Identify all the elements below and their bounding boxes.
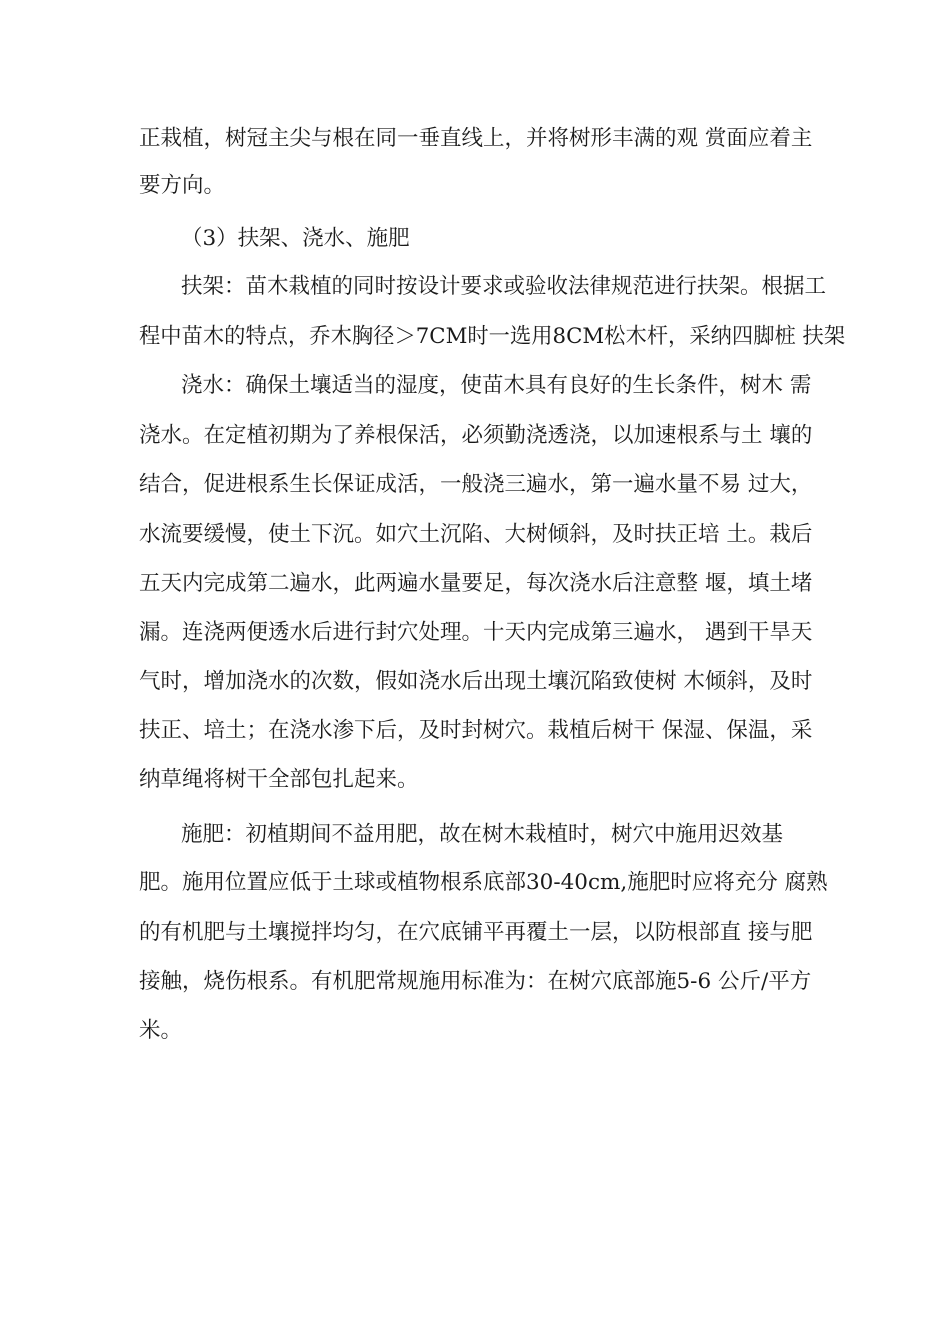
text-line: 结合，促进根系生长保证成活，一般浇三遍水，第一遍水量不易 过大， — [139, 472, 813, 497]
text-line: 纳草绳将树干全部包扎起来。 — [139, 767, 419, 792]
text-line: 五天内完成第二遍水，此两遍水量要足，每次浇水后注意整 堰，填土堵 — [139, 571, 813, 596]
section-heading: （3）扶架、浇水、施肥 — [181, 226, 410, 251]
text-line: 要方向。 — [139, 173, 226, 198]
text-line: 正栽植，树冠主尖与根在同一垂直线上，并将树形丰满的观 赏面应着主 — [139, 126, 813, 151]
text-line: 施肥：初植期间不益用肥，故在树木栽植时，树穴中施用迟效基 — [181, 822, 784, 847]
text-line: 扶正、培土；在浇水渗下后，及时封树穴。栽植后树干 保湿、保温，采 — [139, 718, 813, 743]
text-line: 米。 — [139, 1018, 183, 1043]
text-line: 扶架：苗木栽植的同时按设计要求或验收法律规范进行扶架。根据工 — [181, 274, 827, 299]
text-line: 水流要缓慢，使土下沉。如穴土沉陷、大树倾斜，及时扶正培 土。栽后 — [139, 522, 813, 547]
text-line: 的有机肥与土壤搅拌均匀，在穴底铺平再覆土一层，以防根部直 接与肥 — [139, 920, 813, 945]
text-line: 浇水。在定植初期为了养根保活，必须勤浇透浇，以加速根系与土 壤的 — [139, 423, 813, 448]
text-line: 接触，烧伤根系。有机肥常规施用标准为：在树穴底部施5-6 公斤/平方 — [139, 969, 812, 994]
text-line: 程中苗木的特点，乔木胸径＞7CM时一选用8CM松木杆，采纳四脚桩 扶架 — [139, 324, 846, 349]
text-line: 肥。施用位置应低于土球或植物根系底部30-40cm,施肥时应将充分 腐熟 — [139, 870, 828, 895]
text-line: 漏。连浇两便透水后进行封穴处理。十天内完成第三遍水， 遇到干旱天 — [139, 620, 813, 645]
text-line: 浇水：确保土壤适当的湿度，使苗木具有良好的生长条件，树木 需 — [181, 373, 812, 398]
text-line: 气时，增加浇水的次数，假如浇水后出现土壤沉陷致使树 木倾斜，及时 — [139, 669, 813, 694]
